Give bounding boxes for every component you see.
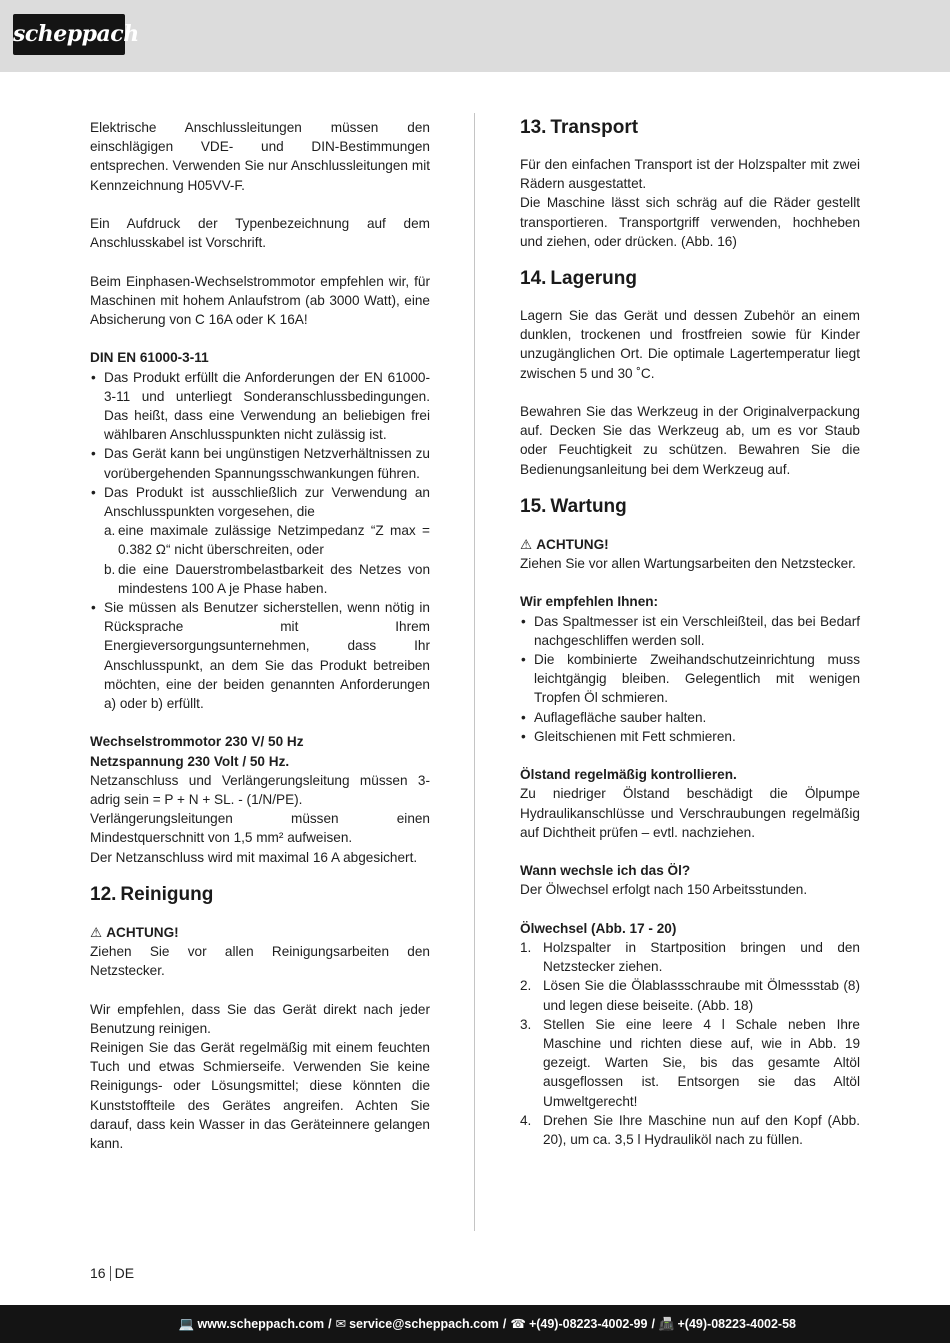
din-sublist [104,521,430,598]
voltage-heading: Netzspannung 230 Volt / 50 Hz. [90,753,290,769]
paragraph-3-wire: Netzanschluss und Verlängerungsleitung müssen 3-adrig sein = P + N + SL. - (1/N/PE). [90,772,430,808]
paragraph-clean-after-use: Wir empfehlen, dass Sie das Gerät direkt nach jeder Benutzung reinigen. [90,1001,430,1036]
list-item-text: Das Produkt ist ausschließlich zur Verwendung an Anschlusspunkten vorgesehen, die [104,484,430,520]
paragraph-type-label: Ein Aufdruck der Typenbezeichnung auf dem Anschlusskabel ist Vorschrift. [90,216,430,251]
list-item: • Auflagefläche sauber halten. [520,708,860,727]
step-number: 2. [520,978,532,994]
warning-icon: ⚠ [520,536,533,552]
step-text: Holzspalter in Startposition bringen und den Netzstecker ziehen. [543,940,860,975]
paragraph-max-fuse: Der Netzanschluss wird mit maximal 16 A abgesichert. [90,849,418,865]
recommendations-heading: Wir empfehlen Ihnen: [520,594,659,610]
section-13-title: 13. Transport [520,117,639,138]
warning-heading: ⚠ ACHTUNG! [520,536,609,552]
din-list [90,368,430,714]
sublist-text: die eine Dauerstrombelastbarkeit des Netzes von mindestens 100 A je Phase haben. [118,561,430,596]
paragraph-cross-section: Verlängerungsleitungen müssen einen Mindestquerschnitt von 1,5 mm² aufweisen. [90,811,430,846]
warning-text: Ziehen Sie vor allen Reinigungsarbeiten den Netzstecker. [90,944,430,979]
paragraph-transport-wheels: Für den einfachen Transport ist der Holzspalter mit zwei Rädern ausgestattet. [520,157,860,192]
step-item [520,976,860,1014]
warning-icon: ⚠ [90,924,103,940]
list-item: • Das Produkt erfüllt die Anforderungen der EN 61000-3-11 und unterliegt Sonderanschlussbedingungen. Das heißt, dass eine Verwendung an beliebigen frei wählbaren Anschlusspunkten nicht zulässig ist. [90,368,430,445]
step-item [520,938,860,976]
sublist-item [104,560,430,598]
paragraph-original-packaging: Bewahren Sie das Werkzeug in der Originalverpackung auf. Decken Sie das Werkzeug ab, um es vor Staub oder Feuchtigkeit zu schützen. Bewahren Sie die Bedienungsanleitung bei dem Werkzeug auf. [520,404,860,477]
step-number: 4. [520,1112,532,1128]
column-divider [474,113,475,1231]
sublist-text: eine maximale zulässige Netzimpedanz “Z max = 0.382 Ω“ nicht überschreiten, oder [118,523,430,558]
step-text: Lösen Sie die Ölablassschraube mit Ölmessstab (8) und legen diese beiseite. (Abb. 18) [543,978,860,1013]
list-item: • Sie müssen als Benutzer sicherstellen, wenn nötig in Rücksprache mit Ihrem Energieversorgungsunternehmen, dass Ihr Anschlusspunkt, an dem Sie das Produkt betreiben möchten, eine der beiden genannten Anforderungen a) oder b) erfüllt. [90,598,430,713]
fax-number: +(49)-08223-4002-58 [677,1317,796,1331]
paragraph-storage: Lagern Sie das Gerät und dessen Zubehör an einem dunklen, trockenen und frostfreien sowie für Kinder unzugänglichen Ort. Die optimale Lagertemperatur liegt zwischen 5 und 30 ˚C. [520,308,860,381]
list-item: • Die kombinierte Zweihandschutzeinrichtung muss leichtgängig bleiben. Gelegentlich mit wenigen Tropfen Öl schmieren. [520,650,860,708]
left-column [90,118,430,1153]
paragraph-cleaning-method: Reinigen Sie das Gerät regelmäßig mit einem feuchten Tuch und etwas Schmierseife. Verwenden Sie keine Reinigungs- oder Lösungsmittel; diese könnten die Kunststoffteile des Gerätes angreifen. Achten Sie darauf, dass kein Wasser in das Geräteinnere gelangen kann. [90,1040,430,1152]
separator: / [328,1317,332,1331]
page-number-separator [110,1266,111,1281]
step-number: 3. [520,1016,532,1032]
mail-icon: ✉ [335,1317,347,1331]
paragraph-fuse: Beim Einphasen-Wechselstrommotor empfehlen wir, für Maschinen mit hohem Anlaufstrom (ab 3000 Watt), eine Absicherung von C 16A oder K 16A! [90,273,430,327]
sublist-marker: a. [104,523,116,539]
sublist-marker: b. [104,561,116,577]
step-number: 1. [520,940,532,956]
oil-change-when-heading: Wann wechsle ich das Öl? [520,863,691,879]
paragraph-oil-change-interval: Der Ölwechsel erfolgt nach 150 Arbeitsstunden. [520,882,808,898]
step-item [520,1015,860,1111]
page-number-value: 16 [90,1265,106,1281]
separator: / [651,1317,655,1331]
paragraph-cable-standards: Elektrische Anschlussleitungen müssen den einschlägigen VDE- und DIN-Bestimmungen entsprechen. Verwenden Sie nur Anschlussleitungen mit Kennzeichnung H05VV-F. [90,120,430,193]
paragraph-oil-level: Zu niedriger Ölstand beschädigt die Ölpumpe Hydraulikanschlüsse und Verschraubungen regelmäßig auf Dichtheit prüfen – evtl. nachziehen. [520,786,860,840]
language-code: DE [114,1265,135,1281]
email-link[interactable]: service@scheppach.com [349,1317,499,1331]
oil-change-heading: Ölwechsel (Abb. 17 - 20) [520,920,677,936]
page-number [90,1264,134,1282]
website-link[interactable]: www.scheppach.com [197,1317,325,1331]
contact-line [179,1305,796,1343]
list-item: • Gleitschienen mit Fett schmieren. [520,727,860,746]
paragraph-transport-handle: Die Maschine lässt sich schräg auf die Räder gestellt transportieren. Transportgriff verwenden, hochheben und ziehen, oder drücken. (Abb. 16) [520,195,860,249]
list-item: • Das Spaltmesser ist ein Verschleißteil, das bei Bedarf nachgeschliffen werden soll. [520,612,860,650]
oil-change-steps [520,938,860,1149]
warning-heading: ⚠ ACHTUNG! [90,924,179,940]
right-column [520,118,860,1149]
computer-icon: 💻 [178,1317,195,1331]
phone-number[interactable]: +(49)-08223-4002-99 [528,1317,648,1331]
oil-level-heading: Ölstand regelmäßig kontrollieren. [520,767,737,783]
step-text: Drehen Sie Ihre Maschine nun auf den Kopf (Abb. 20), um ca. 3,5 l Hydrauliköl nach zu füllen. [543,1112,860,1148]
separator: / [502,1317,507,1331]
section-12-title: 12. Reinigung [90,883,214,905]
page-header [0,0,950,72]
recommendations-list [520,612,860,746]
motor-heading: Wechselstrommotor 230 V/ 50 Hz [90,734,304,750]
section-14-title: 14. Lagerung [520,268,637,290]
sublist-item [104,521,430,559]
page-footer [0,1305,950,1343]
fax-icon: 📠 [658,1317,675,1331]
section-15-title: 15. Wartung [520,495,627,517]
list-item: • Das Gerät kann bei ungünstigen Netzverhältnissen zu vorübergehenden Spannungsschwankungen führen. [90,444,430,482]
din-heading: DIN EN 61000-3-11 [90,350,209,366]
step-item [520,1111,860,1149]
warning-text: Ziehen Sie vor allen Wartungsarbeiten den Netzstecker. [520,556,856,572]
phone-icon: ☎ [510,1317,526,1331]
step-text: Stellen Sie eine leere 4 l Schale neben Ihre Maschine und richten diese auf, wie in Abb. 19 gezeigt. Warten Sie, bis das gesamte Altöl ausgeflossen ist. Entsorgen sie das Altöl Umweltgerecht! [543,1016,860,1109]
brand-logo: scheppach [13,14,125,55]
list-item [90,483,430,598]
